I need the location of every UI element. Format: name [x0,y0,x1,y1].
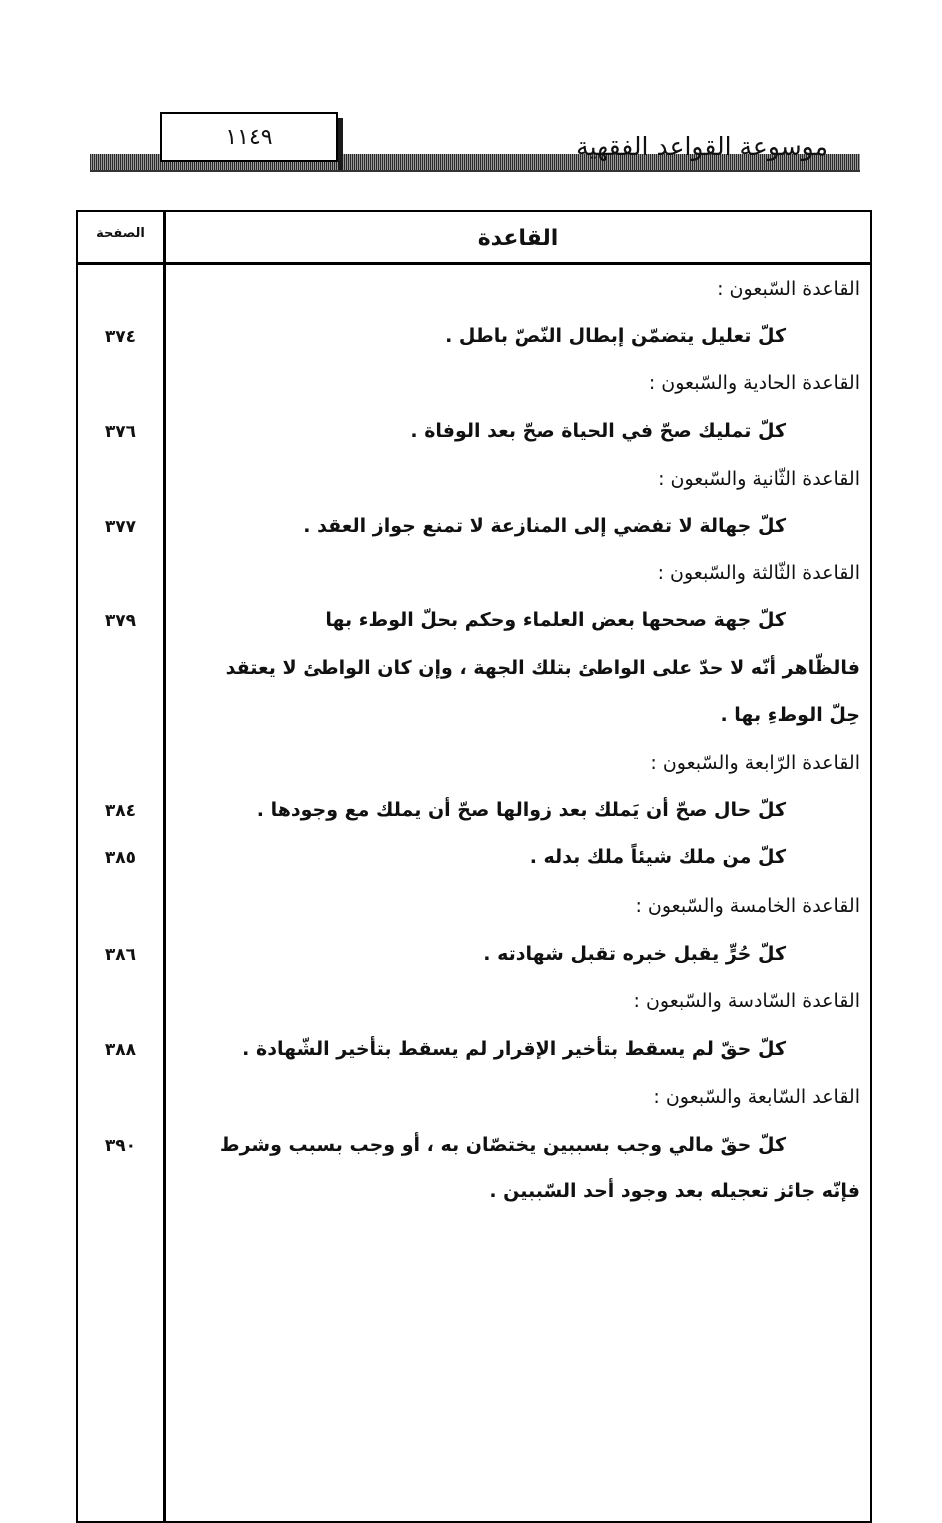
table-row [76,698,872,744]
column-header-page: الصفحة [96,226,145,241]
rule-text: كلّ حال صحّ أن يَملك بعد زوالها صحّ أن يملك مع وجودها . [256,799,786,821]
rule-heading-row [76,984,872,1030]
page-reference: ٣٧٦ [104,422,137,442]
rule-heading: القاعدة السّادسة والسّبعون : [633,990,860,1012]
page-reference: ٣٩٠ [104,1136,137,1156]
table-row [76,1032,872,1078]
book-title: موسوعة القواعد الفقهية [576,132,828,161]
rule-text: حِلّ الوطءِ بها . [720,704,860,726]
table-row [76,414,872,460]
table-row [76,1174,872,1220]
rule-heading-row [76,272,872,318]
page-reference: ٣٨٨ [104,1040,137,1060]
page-reference: ٣٨٦ [104,945,137,965]
rule-heading: القاعدة الخامسة والسّبعون : [635,895,860,917]
table-row [76,937,872,983]
page-reference: ٣٧٩ [104,611,137,631]
rule-text: كلّ حقّ لم يسقط بتأخير الإقرار لم يسقط بتأخير الشّهادة . [242,1038,786,1060]
rule-text: كلّ جهالة لا تفضي إلى المنازعة لا تمنع جواز العقد . [303,515,786,537]
rule-text: كلّ تعليل يتضمّن إبطال النّصّ باطل . [445,325,786,347]
table-row [76,603,872,649]
rule-text: فإنّه جائز تعجيله بعد وجود أحد السّببين . [489,1180,860,1202]
rule-text: كلّ حقّ مالي وجب بسببين يختصّان به ، أو وجب بسبب وشرط [219,1134,786,1156]
table-row [76,651,872,697]
page-reference: ٣٨٥ [104,848,137,868]
rule-heading: القاعد السّابعة والسّبعون : [653,1086,860,1108]
table-row [76,793,872,839]
header-row-divider [76,262,872,265]
rule-heading-row [76,746,872,792]
rule-text: فالظّاهر أنّه لا حدّ على الواطئ بتلك الجهة ، وإن كان الواطئ لا يعتقد [225,657,860,679]
page-reference: ٣٧٤ [104,327,137,347]
table-row [76,509,872,555]
rule-text: كلّ تمليك صحّ في الحياة صحّ بعد الوفاة . [410,420,786,442]
page-reference: ٣٨٤ [104,801,137,821]
rule-heading-row [76,556,872,602]
rule-text: كلّ حُرٍّ يقبل خبره تقبل شهادته . [483,943,786,965]
rule-heading: القاعدة الرّابعة والسّبعون : [650,752,860,774]
page-number-box [160,112,338,162]
rule-heading-row [76,1080,872,1126]
page-reference: ٣٧٧ [104,517,137,537]
column-header-rule: القاعدة [477,226,559,251]
rule-heading: القاعدة الثّالثة والسّبعون : [657,562,860,584]
rule-heading: القاعدة الثّانية والسّبعون : [658,468,860,490]
rule-heading-row [76,889,872,935]
running-header [90,112,860,182]
header-rule-edge [90,170,860,172]
table-row [76,840,872,886]
rule-heading-row [76,462,872,508]
table-row [76,1128,872,1174]
rule-text: كلّ من ملك شيئاً ملك بدله . [529,846,786,868]
page-number: ١١٤٩ [225,125,273,150]
rule-text: كلّ جهة صححها بعض العلماء وحكم بحلّ الوطء بها [325,609,786,631]
rule-heading-row [76,366,872,412]
table-row [76,319,872,365]
rule-heading: القاعدة السّبعون : [717,278,860,300]
rule-heading: القاعدة الحادية والسّبعون : [648,372,860,394]
